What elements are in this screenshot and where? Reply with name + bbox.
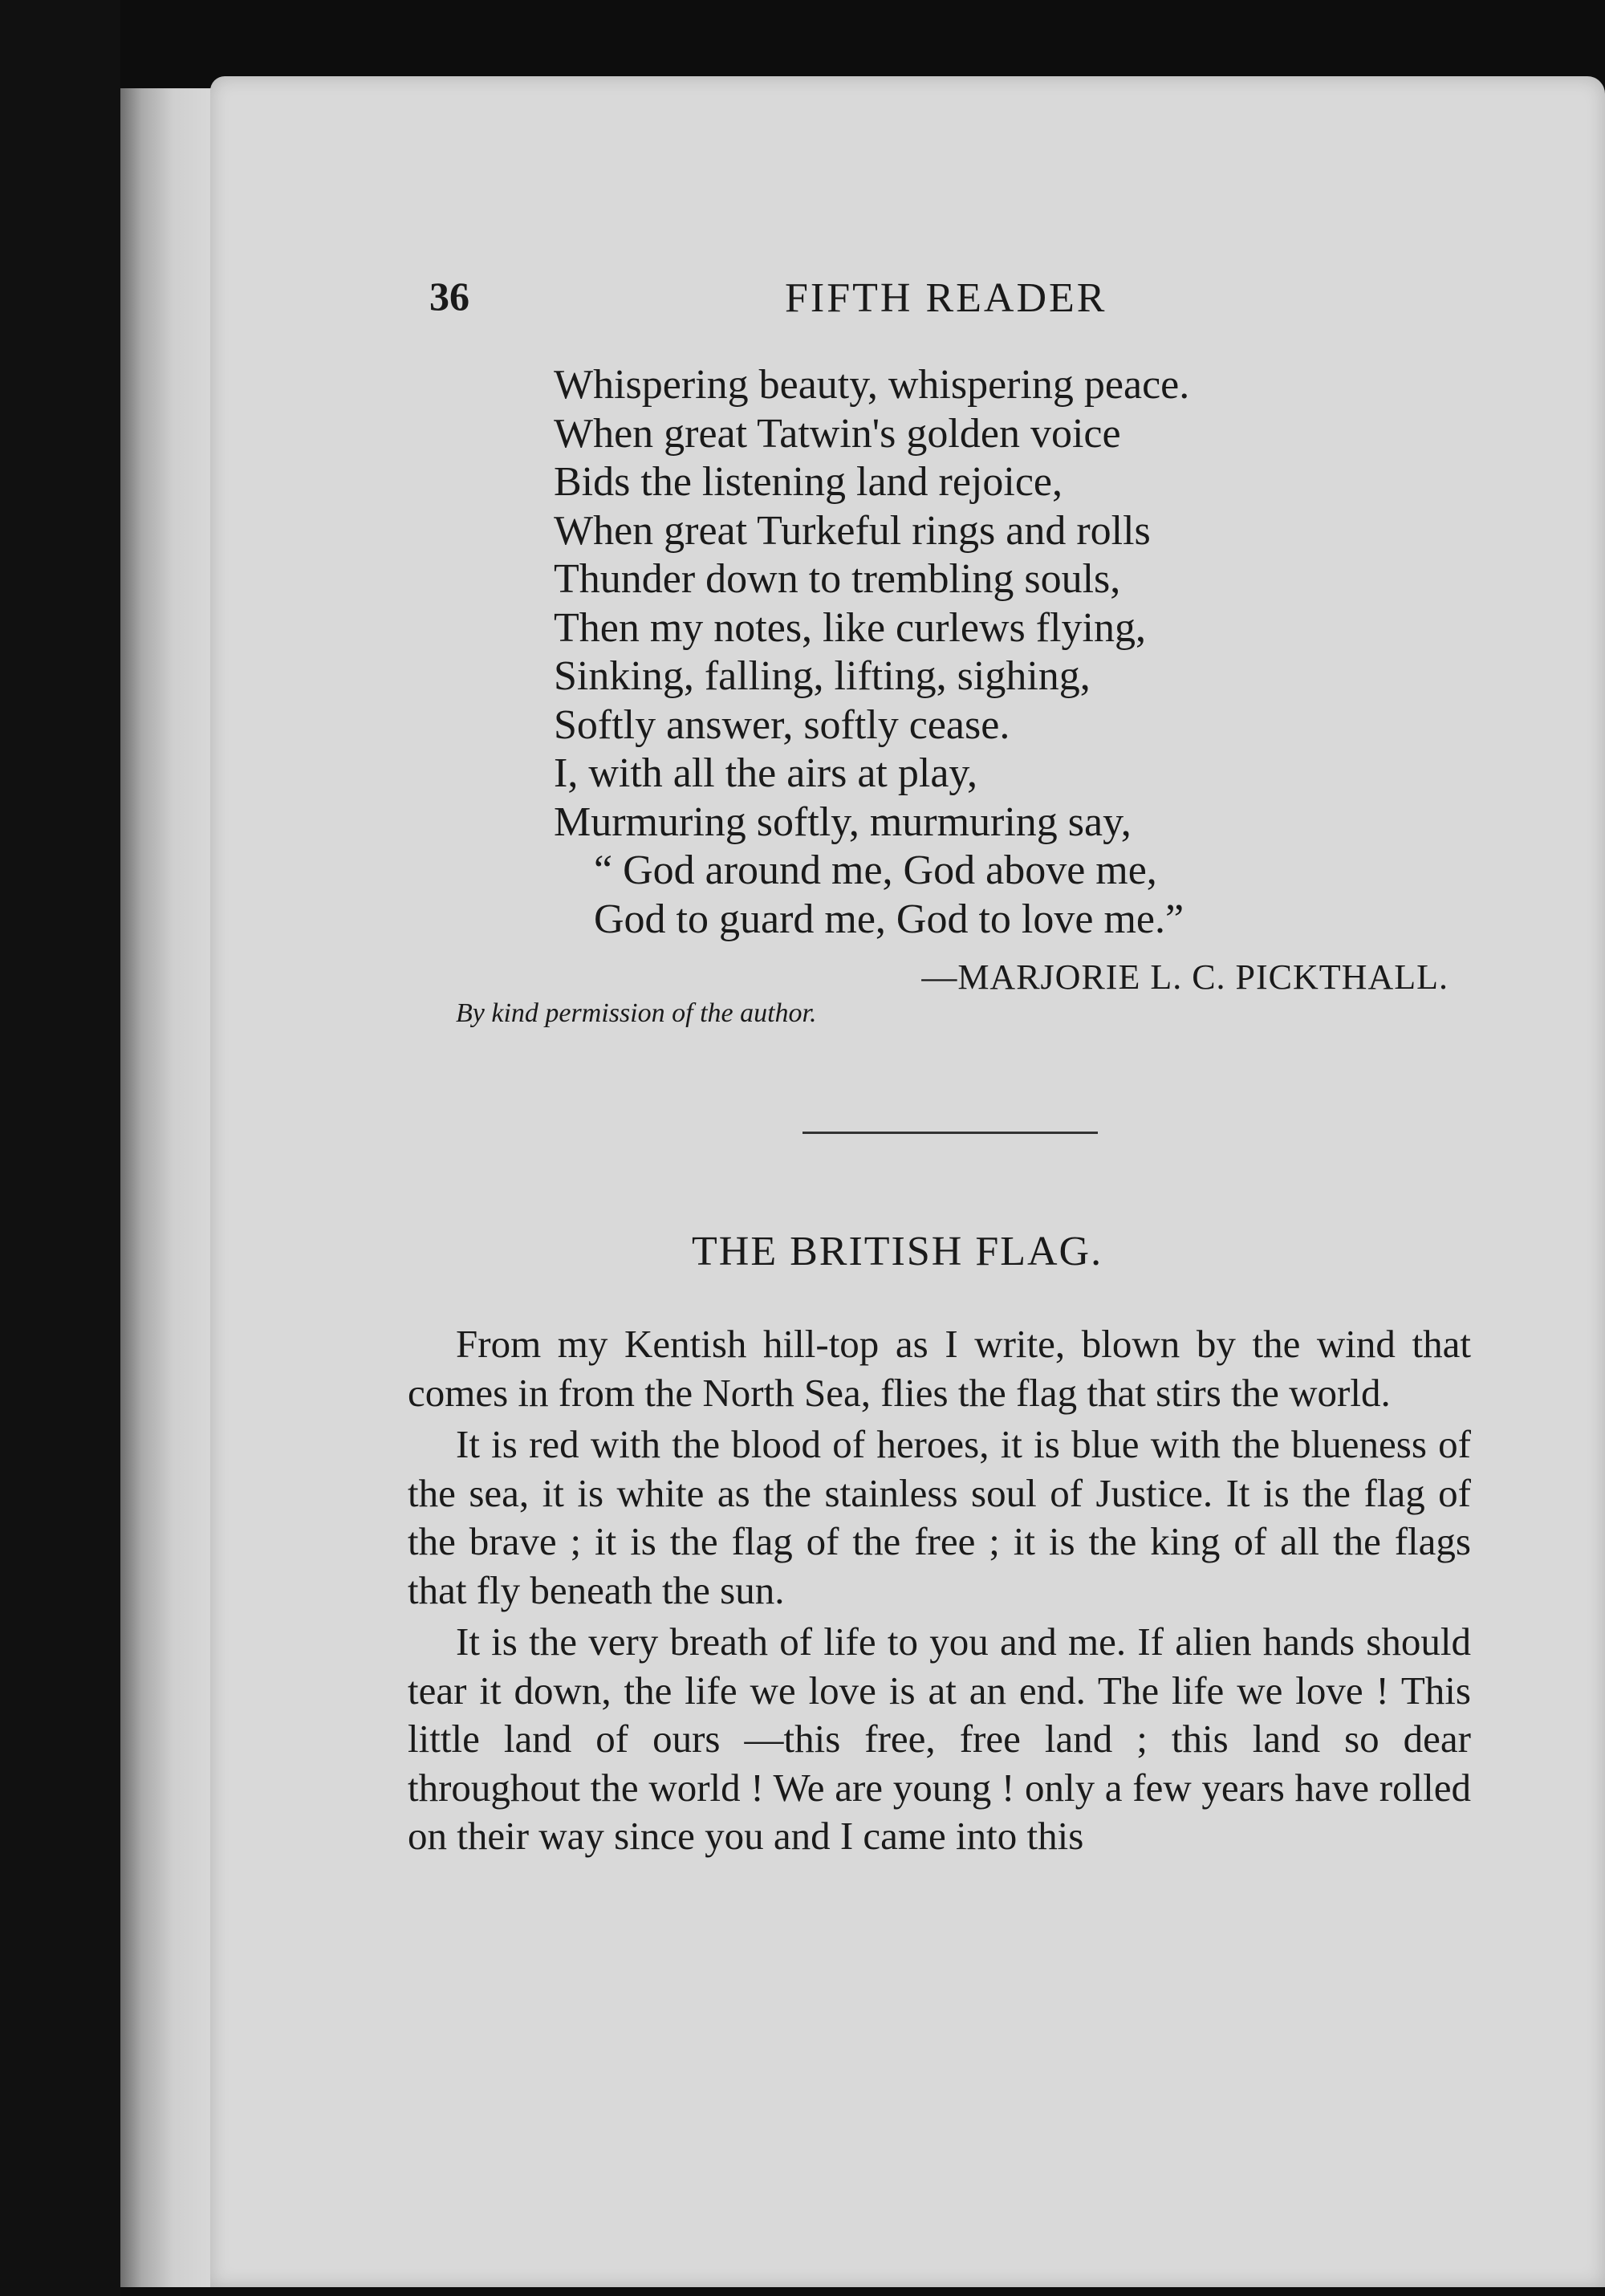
book-gutter: [0, 0, 120, 2296]
section-divider: [802, 1132, 1098, 1134]
poem: [554, 361, 1493, 944]
poem-line: Murmuring softly, murmuring say,: [554, 799, 1132, 845]
poem-line: When great Turkeful rings and rolls: [554, 507, 1151, 554]
poem-line: I, with all the airs at play,: [554, 750, 978, 796]
poem-line: Softly answer, softly cease.: [554, 701, 1010, 748]
poem-line: Then my notes, like curlews flying,: [554, 604, 1146, 651]
poem-line: Sinking, falling, lifting, sighing,: [554, 653, 1091, 699]
page-edge: [120, 88, 217, 2287]
poem-line: Thunder down to trembling souls,: [554, 556, 1121, 602]
paragraph: It is red with the blood of heroes, it is blue with the blueness of the sea, it is white as the stainless soul of Justice. It is the flag of the brave ; it is the flag of the free ; it is the king of all the flags that fly beneath the sun.: [408, 1422, 1471, 1612]
page-number: 36: [429, 274, 469, 319]
running-head: [429, 273, 1481, 321]
poem-line: “ God around me, God above me,: [594, 847, 1157, 893]
poem-line: God to guard me, God to love me.”: [594, 896, 1184, 942]
section-title: THE BRITISH FLAG.: [692, 1229, 1103, 1274]
poem-line: When great Tatwin's golden voice: [554, 410, 1121, 457]
poem-line: Whispering beauty, whispering peace.: [554, 362, 1190, 408]
section-body: [408, 1320, 1471, 1864]
poem-attribution: —MARJORIE L. C. PICKTHALL.: [921, 957, 1449, 997]
paragraph: It is the very breath of life to you and me. If alien hands should tear it down, the life we love is at an end. The life we love ! This little land of ours —this free, free land ; this land so dear throughout the world ! We are young ! only a few years have rolled on their way since you and I came into this: [408, 1619, 1471, 1858]
poem-line: Bids the listening land rejoice,: [554, 459, 1063, 505]
paragraph: From my Kentish hill-top as I write, blown by the wind that comes in from the North Sea, flies the flag that stirs the world.: [408, 1322, 1471, 1415]
running-title: FIFTH READER: [785, 275, 1107, 321]
permission-note: By kind permission of the author.: [456, 998, 817, 1028]
